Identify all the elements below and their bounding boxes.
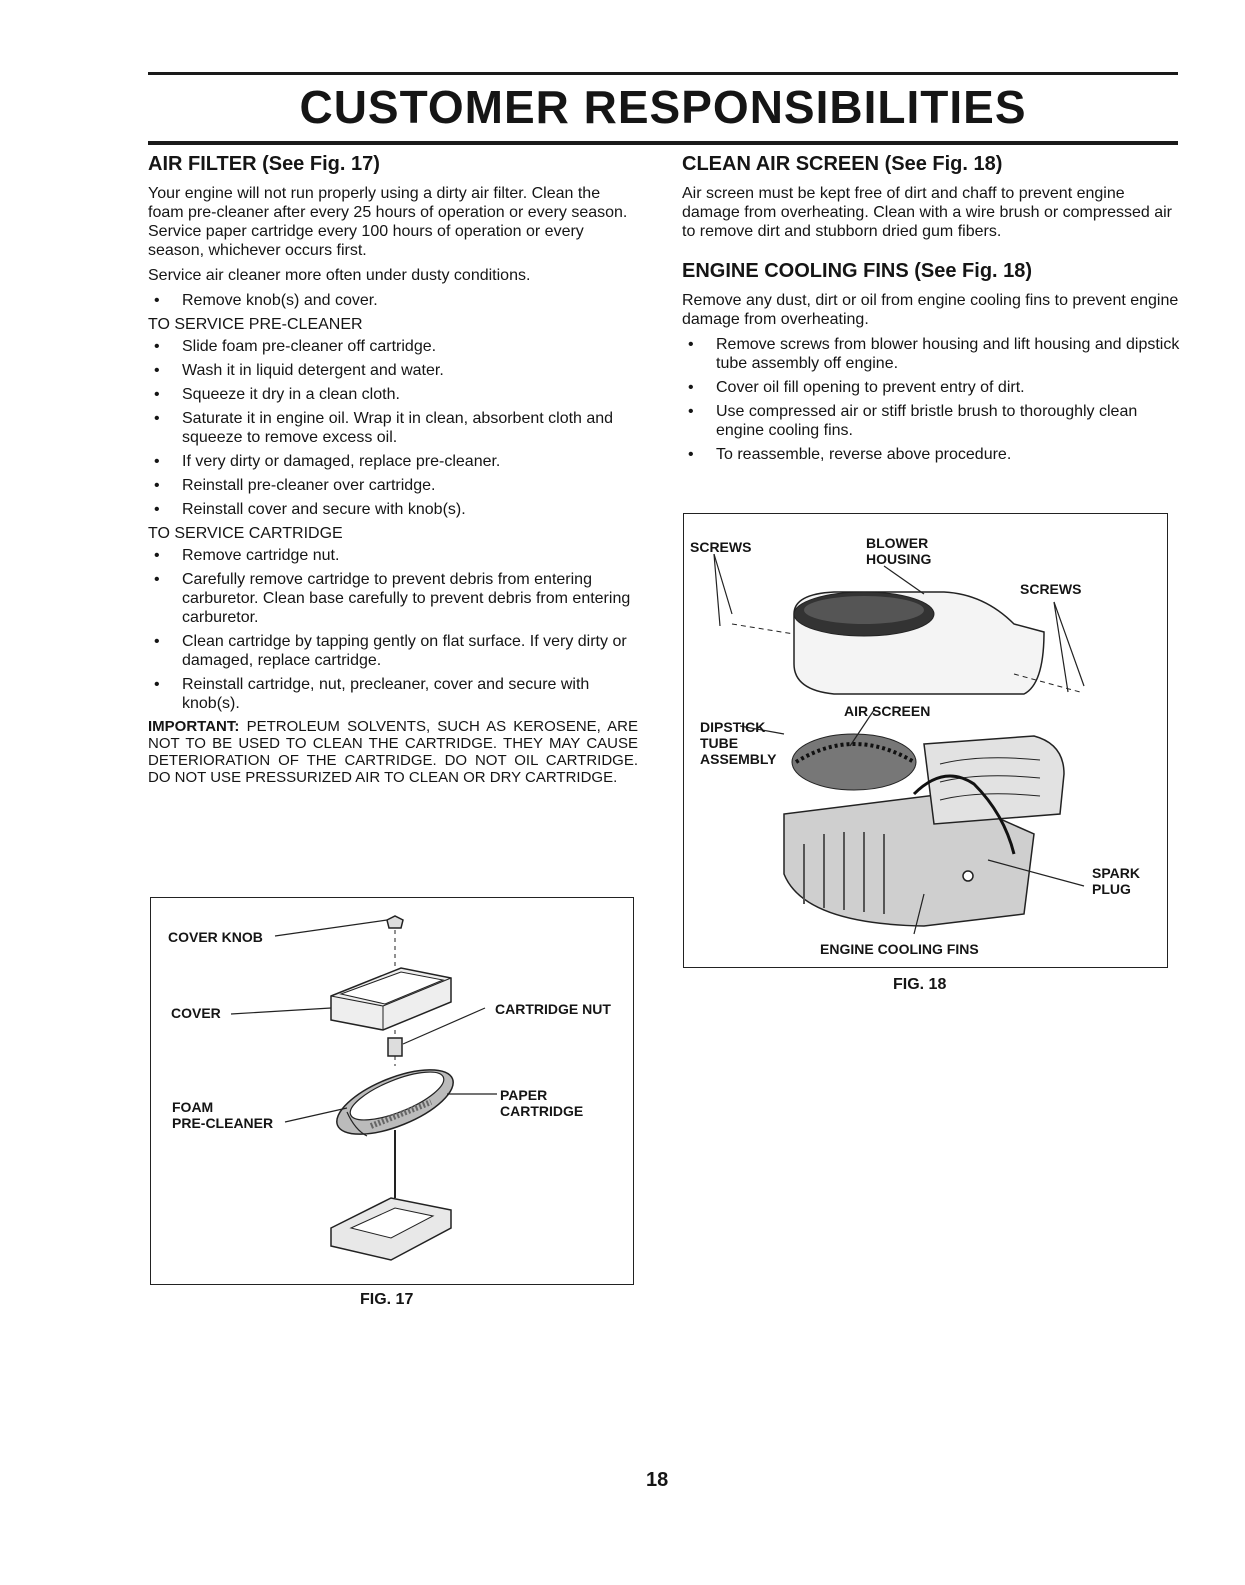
label-cover-knob: COVER KNOB	[168, 929, 263, 945]
list-item: • Wash it in liquid detergent and water.	[148, 361, 638, 380]
label-blower: BLOWER	[866, 535, 929, 551]
label-air-screen: AIR SCREEN	[844, 703, 931, 719]
pre-cleaner-subheading: TO SERVICE PRE-CLEANER	[148, 316, 363, 333]
cartridge-subheading: TO SERVICE CARTRIDGE	[148, 525, 343, 542]
label-cartridge-nut: CARTRIDGE NUT	[495, 1001, 611, 1017]
cooling-fins-steps	[682, 335, 1182, 464]
fig17-illustration	[150, 897, 634, 1285]
blower-housing-shape	[794, 592, 1044, 694]
cartridge-nut-shape	[388, 1038, 402, 1056]
label-engine-cooling-fins: ENGINE COOLING FINS	[820, 941, 979, 957]
list-item: • Cover oil fill opening to prevent entry of dirt.	[682, 378, 1182, 397]
top-rule	[148, 72, 1178, 75]
title-underline	[148, 141, 1178, 145]
label-screws-right: SCREWS	[1020, 581, 1082, 597]
list-item: • Reinstall cartridge, nut, precleaner, cover and secure with knob(s).	[148, 675, 638, 713]
label-cover: COVER	[171, 1005, 221, 1021]
cover-knob-shape	[387, 916, 403, 928]
list-item: • To reassemble, reverse above procedure.	[682, 445, 1182, 464]
label-plug: PLUG	[1092, 881, 1131, 897]
list-item: • Use compressed air or stiff bristle brush to thoroughly clean engine cooling fins.	[682, 402, 1182, 440]
list-item: • Clean cartridge by tapping gently on flat surface. If very dirty or damaged, replace cartridge.	[148, 632, 638, 670]
label-paper: PAPER	[500, 1087, 548, 1103]
list-item: • Reinstall pre-cleaner over cartridge.	[148, 476, 638, 495]
air-screen-text: Air screen must be kept free of dirt and chaff to prevent engine damage from overheating. Clean with a wire brush or compressed air to remove dirt and stubborn dried gum fibers.	[682, 185, 1173, 240]
cover-shape	[331, 968, 451, 1030]
right-column	[682, 152, 1182, 469]
list-item: • Carefully remove cartridge to prevent debris from entering carburetor. Clean base carefully to prevent debris from entering carburetor.	[148, 570, 638, 627]
label-pre-cleaner: PRE-CLEANER	[172, 1115, 274, 1131]
air-cleaner-base-shape	[331, 1198, 451, 1260]
cooling-fins-text: Remove any dust, dirt or oil from engine cooling fins to prevent engine damage from overheating.	[682, 292, 1179, 328]
important-warning	[148, 718, 638, 786]
important-label: IMPORTANT:	[148, 718, 240, 735]
label-housing: HOUSING	[866, 551, 932, 567]
list-item: • Reinstall cover and secure with knob(s).	[148, 500, 638, 519]
label-spark: SPARK	[1092, 865, 1140, 881]
list-item: • If very dirty or damaged, replace pre-cleaner.	[148, 452, 638, 471]
fig17-caption: FIG. 17	[360, 1291, 414, 1308]
label-assembly: ASSEMBLY	[700, 751, 777, 767]
label-screws-left: SCREWS	[690, 539, 752, 555]
fig18-caption: FIG. 18	[893, 976, 947, 993]
engine-body-shape	[784, 734, 1064, 926]
pre-cleaner-steps	[148, 337, 638, 519]
label-foam: FOAM	[172, 1099, 214, 1115]
list-item: • Saturate it in engine oil. Wrap it in clean, absorbent cloth and squeeze to remove excess oil.	[148, 409, 638, 447]
air-filter-exploded-view	[151, 898, 633, 1284]
air-screen-heading: CLEAN AIR SCREEN (See Fig. 18)	[682, 153, 1003, 175]
page-number: 18	[646, 1469, 669, 1491]
air-filter-heading: AIR FILTER (See Fig. 17)	[148, 153, 380, 175]
list-item: • Remove cartridge nut.	[148, 546, 638, 565]
label-cartridge: CARTRIDGE	[500, 1103, 584, 1119]
label-tube: TUBE	[700, 735, 739, 751]
important-text: PETROLEUM SOLVENTS, SUCH AS KEROSENE, ARE NOT TO BE USED TO CLEAN THE CARTRIDGE. THEY MAY CAUSE DETERIORATION OF THE CARTRIDGE. DO NOT OIL CARTRIDGE. DO NOT USE PRESSURIZED AIR TO CLEAN OR DRY CARTRIDGE.	[148, 718, 638, 786]
page-title: CUSTOMER RESPONSIBILITIES	[299, 81, 1027, 133]
cartridge-steps	[148, 546, 638, 713]
left-column	[148, 152, 638, 786]
remove-cover-list	[148, 291, 638, 310]
dusty-conditions-note: Service air cleaner more often under dusty conditions.	[148, 267, 531, 284]
label-dipstick: DIPSTICK	[700, 719, 766, 735]
engine-blower-housing-view	[684, 514, 1167, 967]
fig18-illustration	[683, 513, 1168, 968]
cooling-fins-heading: ENGINE COOLING FINS (See Fig. 18)	[682, 260, 1033, 282]
list-item: • Remove screws from blower housing and lift housing and dipstick tube assembly off engine.	[682, 335, 1182, 373]
list-item: • Squeeze it dry in a clean cloth.	[148, 385, 638, 404]
air-filter-intro: Your engine will not run properly using a dirty air filter. Clean the foam pre-cleaner after every 25 hours of operation or every season. Service paper cartridge every 100 hours of operation or every season, whichever occurs first.	[148, 185, 628, 259]
spark-plug-shape	[963, 871, 973, 881]
list-item: • Remove knob(s) and cover.	[148, 291, 638, 310]
list-item: • Slide foam pre-cleaner off cartridge.	[148, 337, 638, 356]
